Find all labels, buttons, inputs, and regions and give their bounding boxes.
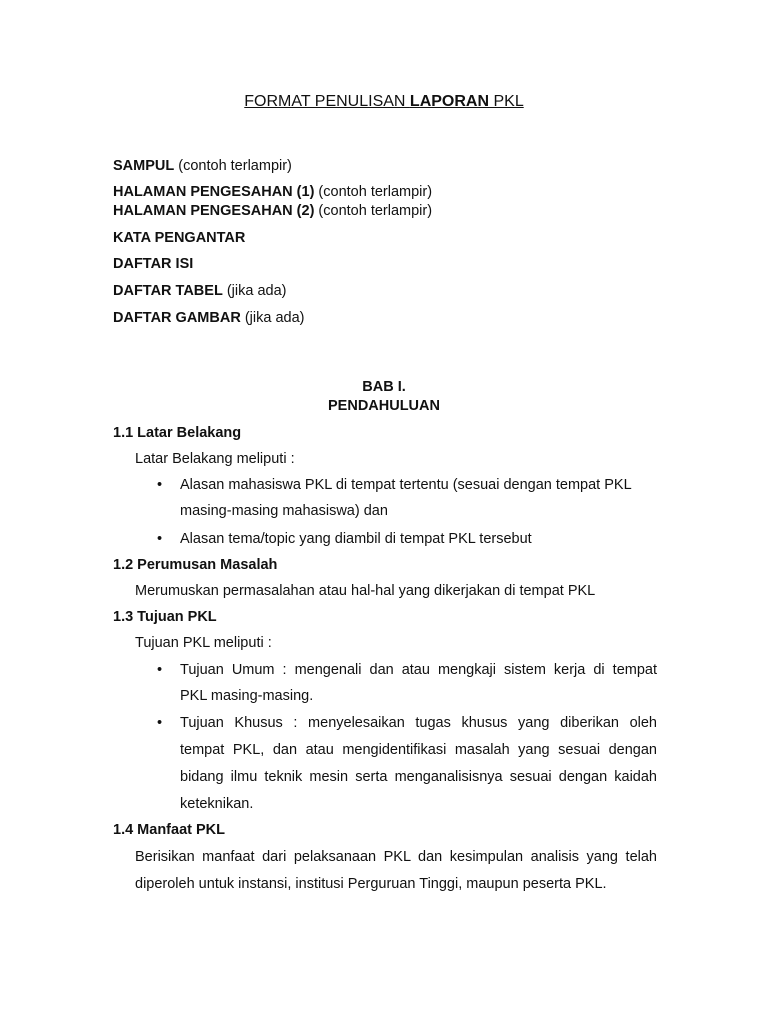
list-item-text: keteknikan. xyxy=(180,796,254,812)
chapter-number: BAB I. xyxy=(362,379,406,395)
front-item-daftar-isi: DAFTAR ISI xyxy=(113,256,194,272)
front-item-kata-pengantar: KATA PENGANTAR xyxy=(113,230,246,246)
list-item-text: masing-masing mahasiswa) dan xyxy=(180,503,388,519)
section-intro-1-3: Tujuan PKL meliputi : xyxy=(135,635,272,651)
section-text-1-2: Merumuskan permasalahan atau hal-hal yang dikerjakan di tempat PKL xyxy=(135,583,596,599)
list-item-text: Alasan mahasiswa PKL di tempat tertentu (sesuai dengan tempat PKL xyxy=(180,477,632,493)
front-item-daftar-tabel: DAFTAR TABEL (jika ada) xyxy=(113,283,287,299)
front-item-pengesahan-1: HALAMAN PENGESAHAN (1) (contoh terlampir) xyxy=(113,184,433,200)
list-item-text: Tujuan Umum : mengenali dan atau mengkaji sistem kerja di tempat xyxy=(180,662,657,678)
list-item-text: PKL masing-masing. xyxy=(180,688,314,704)
section-heading-1-1: 1.1 Latar Belakang xyxy=(113,425,242,441)
bullet-icon: • xyxy=(157,477,163,493)
chapter-title: PENDAHULUAN xyxy=(328,398,440,414)
section-heading-1-4: 1.4 Manfaat PKL xyxy=(113,822,225,838)
list-item-text: Alasan tema/topic yang diambil di tempat PKL tersebut xyxy=(180,531,532,547)
list-item-text: bidang ilmu teknik mesin serta menganalisisnya sesuai dengan kaidah xyxy=(180,769,657,785)
section-heading-1-3: 1.3 Tujuan PKL xyxy=(113,609,217,625)
section-intro-1-1: Latar Belakang meliputi : xyxy=(135,451,295,467)
section-text-1-4-line1: Berisikan manfaat dari pelaksanaan PKL dan kesimpulan analisis yang telah xyxy=(135,849,657,865)
front-item-sampul: SAMPUL (contoh terlampir) xyxy=(113,158,292,174)
front-item-daftar-gambar: DAFTAR GAMBAR (jika ada) xyxy=(113,310,305,326)
list-item-text: tempat PKL, dan atau mengidentifikasi masalah yang sesuai dengan xyxy=(180,742,657,758)
bullet-icon: • xyxy=(157,715,163,731)
front-item-pengesahan-2: HALAMAN PENGESAHAN (2) (contoh terlampir) xyxy=(113,203,433,219)
bullet-icon: • xyxy=(157,662,163,678)
list-item-text: Tujuan Khusus : menyelesaikan tugas khusus yang diberikan oleh xyxy=(180,715,657,731)
section-heading-1-2: 1.2 Perumusan Masalah xyxy=(113,557,278,573)
document-title: FORMAT PENULISAN LAPORAN PKL xyxy=(244,93,524,110)
section-text-1-4-line2: diperoleh untuk instansi, institusi Perguruan Tinggi, maupun peserta PKL. xyxy=(135,876,607,892)
bullet-icon: • xyxy=(157,531,163,547)
